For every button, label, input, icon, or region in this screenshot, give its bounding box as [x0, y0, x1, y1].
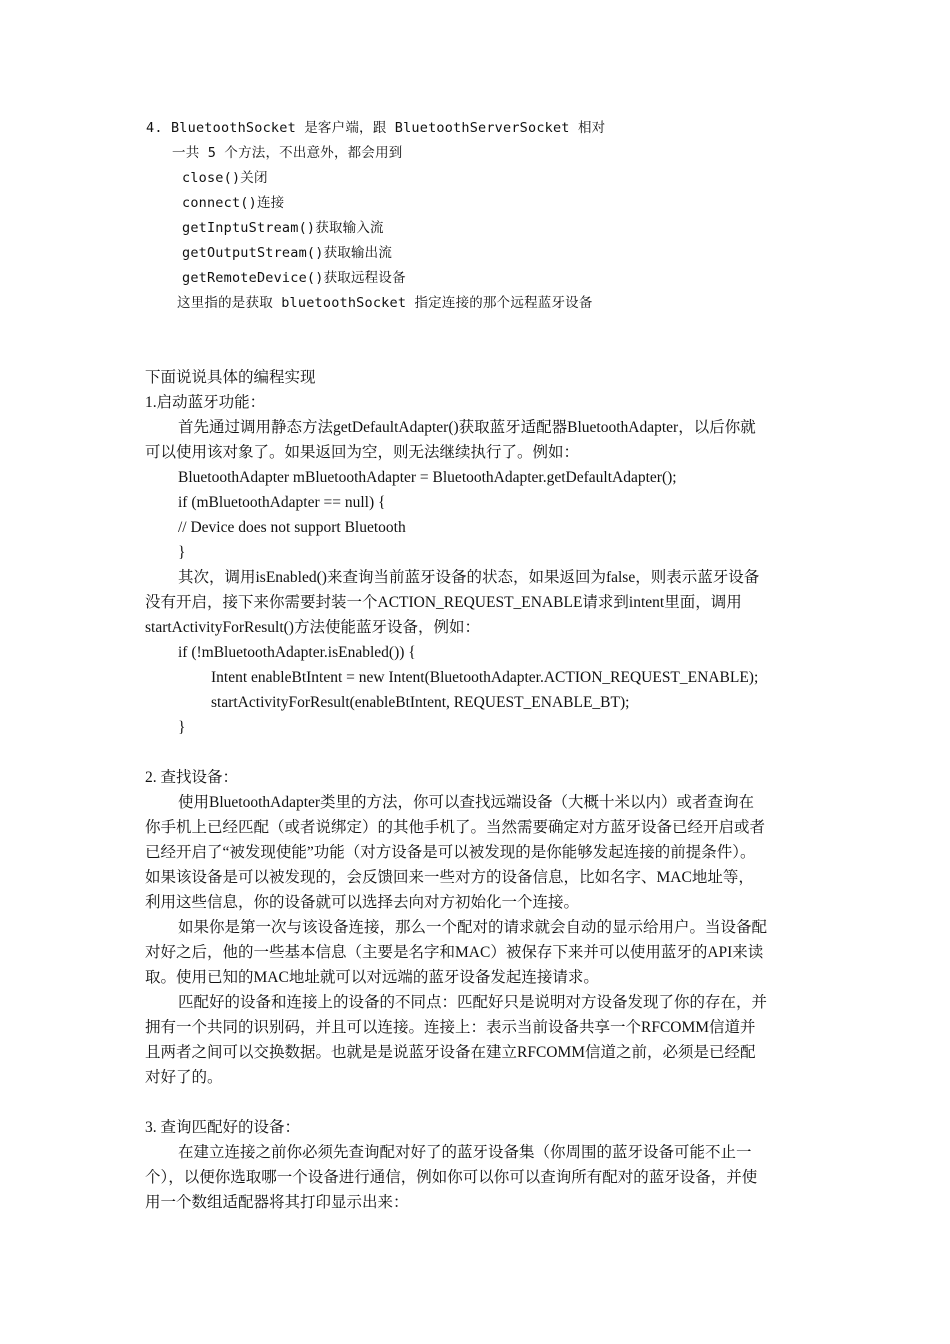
code1-line4: } — [178, 544, 186, 561]
method-get-output-stream: getOutputStream()获取输出流 — [182, 245, 393, 261]
step1-paragraph1-line1: 首先通过调用静态方法getDefaultAdapter()获取蓝牙适配器BluetoothAdapter，以后你就 — [178, 419, 756, 436]
step2-paragraph1-line5: 利用这些信息，你的设备就可以选择去向对方初始化一个连接。 — [145, 894, 580, 911]
method-connect: connect()连接 — [182, 195, 285, 211]
step2-paragraph1-line1: 使用BluetoothAdapter类里的方法，你可以查找远端设备（大概十米以内）或者查询在 — [178, 794, 755, 811]
code1-line1: BluetoothAdapter mBluetoothAdapter = BluetoothAdapter.getDefaultAdapter(); — [178, 469, 677, 486]
step3-paragraph1-line3: 用一个数组适配器将其打印显示出来： — [145, 1194, 409, 1211]
section4-intro: 一共 5 个方法，不出意外，都会用到 — [172, 145, 403, 161]
code1-line3: // Device does not support Bluetooth — [178, 519, 406, 536]
step2-paragraph1-line2: 你手机上已经匹配（或者说绑定）的其他手机了。当然需要确定对方蓝牙设备已经开启或者 — [145, 819, 766, 836]
code1-line2: if (mBluetoothAdapter == null) { — [178, 494, 386, 511]
method-get-input-stream: getInptuStream()获取输入流 — [182, 220, 384, 236]
step2-paragraph3-line2: 拥有一个共同的识别码，并且可以连接。连接上：表示当前设备共享一个RFCOMM信道并 — [145, 1019, 756, 1036]
step1-paragraph1-line2: 可以使用该对象了。如果返回为空，则无法继续执行了。例如： — [145, 444, 580, 461]
step1-paragraph2-line3: startActivityForResult()方法使能蓝牙设备，例如： — [145, 619, 480, 636]
method-get-remote-device: getRemoteDevice()获取远程设备 — [182, 270, 406, 286]
section4-note: 这里指的是获取 bluetoothSocket 指定连接的那个远程蓝牙设备 — [177, 295, 593, 311]
step2-paragraph1-line3: 已经开启了“被发现使能”功能（对方设备是可以被发现的是你能够发起连接的前提条件）。 — [145, 844, 756, 861]
step2-paragraph2-line1: 如果你是第一次与该设备连接，那么一个配对的请求就会自动的显示给用户。当设备配 — [178, 919, 768, 936]
step2-paragraph3-line1: 匹配好的设备和连接上的设备的不同点：匹配好只是说明对方设备发现了你的存在，并 — [178, 994, 768, 1011]
step2-paragraph2-line3: 取。使用已知的MAC地址就可以对远端的蓝牙设备发起连接请求。 — [145, 969, 599, 986]
step2-paragraph2-line2: 对好之后，他的一些基本信息（主要是名字和MAC）被保存下来并可以使用蓝牙的API来读 — [145, 944, 764, 961]
step3-paragraph1-line2: 个），以便你选取哪一个设备进行通信，例如你可以你可以查询所有配对的蓝牙设备，并使 — [145, 1169, 758, 1186]
step1-paragraph2-line1: 其次，调用isEnabled()来查询当前蓝牙设备的状态，如果返回为false，则表示蓝牙设备 — [178, 569, 760, 586]
step1-paragraph2-line2: 没有开启，接下来你需要封装一个ACTION_REQUEST_ENABLE请求到intent里面，调用 — [145, 594, 742, 611]
section4-heading: 4. BluetoothSocket 是客户端，跟 BluetoothServerSocket 相对 — [146, 120, 606, 136]
code2-line2: Intent enableBtIntent = new Intent(BluetoothAdapter.ACTION_REQUEST_ENABLE); — [211, 669, 759, 686]
impl-title: 下面说说具体的编程实现 — [145, 369, 316, 386]
code2-line4: } — [178, 719, 186, 736]
step2-paragraph1-line4: 如果该设备是可以被发现的，会反馈回来一些对方的设备信息，比如名字、MAC地址等， — [145, 869, 754, 886]
code2-line3: startActivityForResult(enableBtIntent, REQUEST_ENABLE_BT); — [211, 694, 630, 711]
method-close: close()关闭 — [182, 170, 268, 186]
step3-heading: 3. 查询匹配好的设备： — [145, 1119, 301, 1136]
step2-paragraph3-line3: 且两者之间可以交换数据。也就是是说蓝牙设备在建立RFCOMM信道之前，必须是已经配 — [145, 1044, 756, 1061]
step1-heading: 1.启动蓝牙功能： — [145, 394, 266, 411]
step3-paragraph1-line1: 在建立连接之前你必须先查询配对好了的蓝牙设备集（你周围的蓝牙设备可能不止一 — [178, 1144, 752, 1161]
code2-line1: if (!mBluetoothAdapter.isEnabled()) { — [178, 644, 416, 661]
step2-heading: 2. 查找设备： — [145, 769, 239, 786]
step2-paragraph3-line4: 对好了的。 — [145, 1069, 223, 1086]
